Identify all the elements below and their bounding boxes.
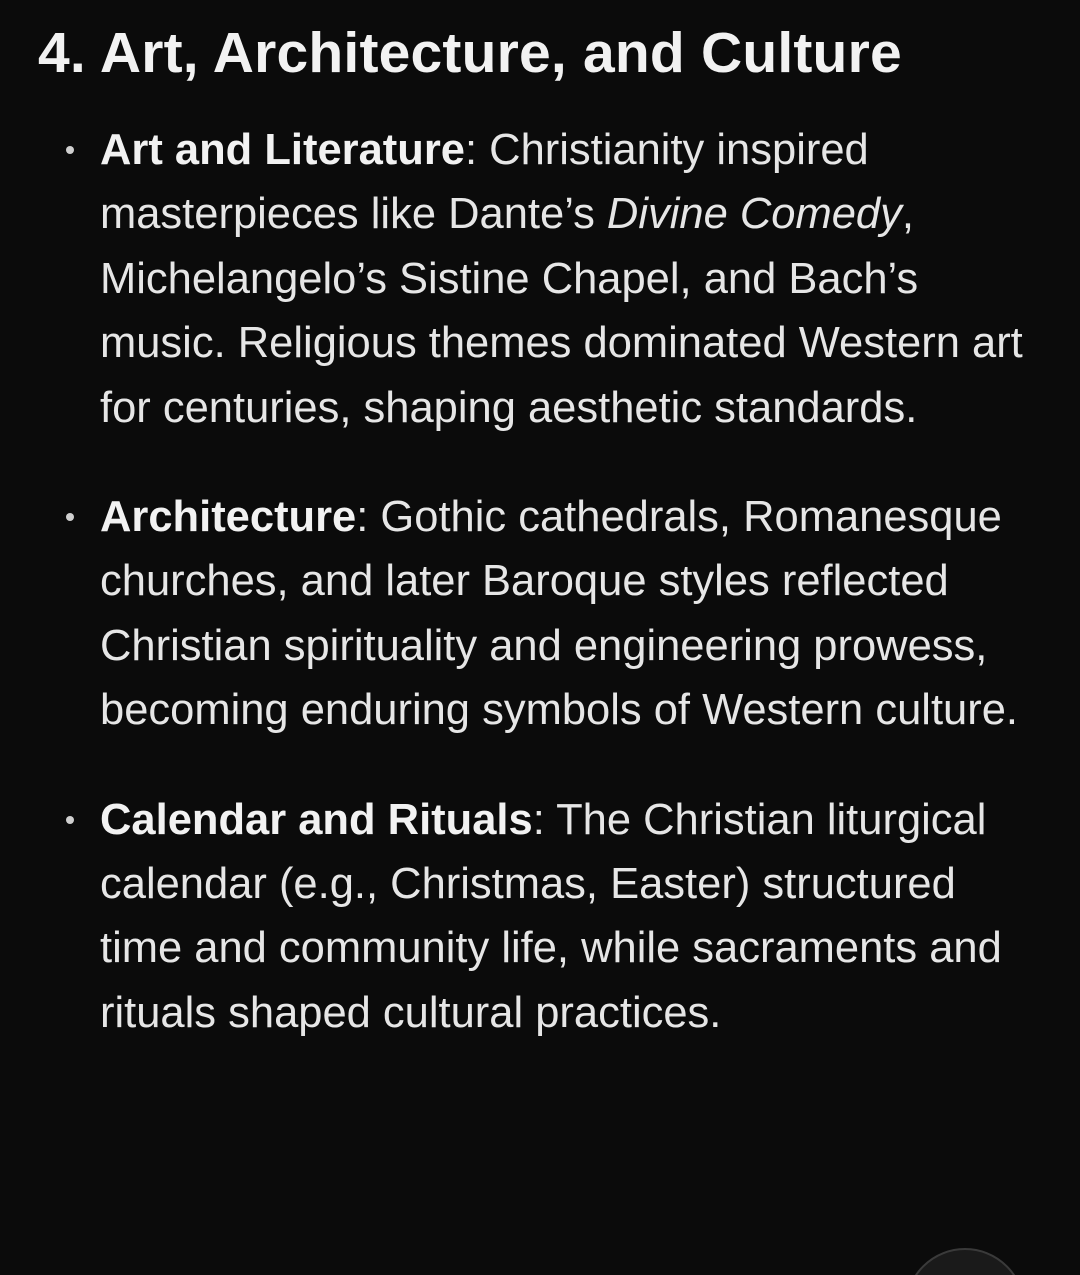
item-text: Gothic cathedrals, Romanesque churches, and later Baroque styles reflected Christian spirituality and engineering prowess, becoming enduring symbols of Western culture. [100,493,1018,735]
item-term: Art and Literature [100,126,465,174]
item-text: The Christian liturgical calendar (e.g., Christmas, Easter) structured time and community life, while sacraments and rituals shaped cultural practices. [100,795,1002,1037]
bullet-list [38,118,1040,1045]
item-emphasis: Divine Comedy [606,190,902,239]
item-separator: : [356,493,369,542]
bullet-dot-icon [66,816,74,824]
item-text: Christianity inspired masterpieces like Dante’s [100,126,869,239]
item-separator: : [464,126,478,174]
list-item [38,118,1040,440]
list-item [38,485,1040,743]
bullet-dot-icon [66,146,74,154]
item-text-continued: , Michelangelo’s Sistine Chapel, and Bach’s music. Religious themes dominated Western art for centuries, shaping aesthetic standards. [100,190,1023,432]
item-term: Architecture [100,493,357,542]
section-heading: 4. Art, Architecture, and Culture [38,21,902,85]
item-separator: : [532,795,545,844]
list-item [38,788,1040,1046]
item-term: Calendar and Rituals [100,795,533,844]
bullet-dot-icon [66,513,74,521]
